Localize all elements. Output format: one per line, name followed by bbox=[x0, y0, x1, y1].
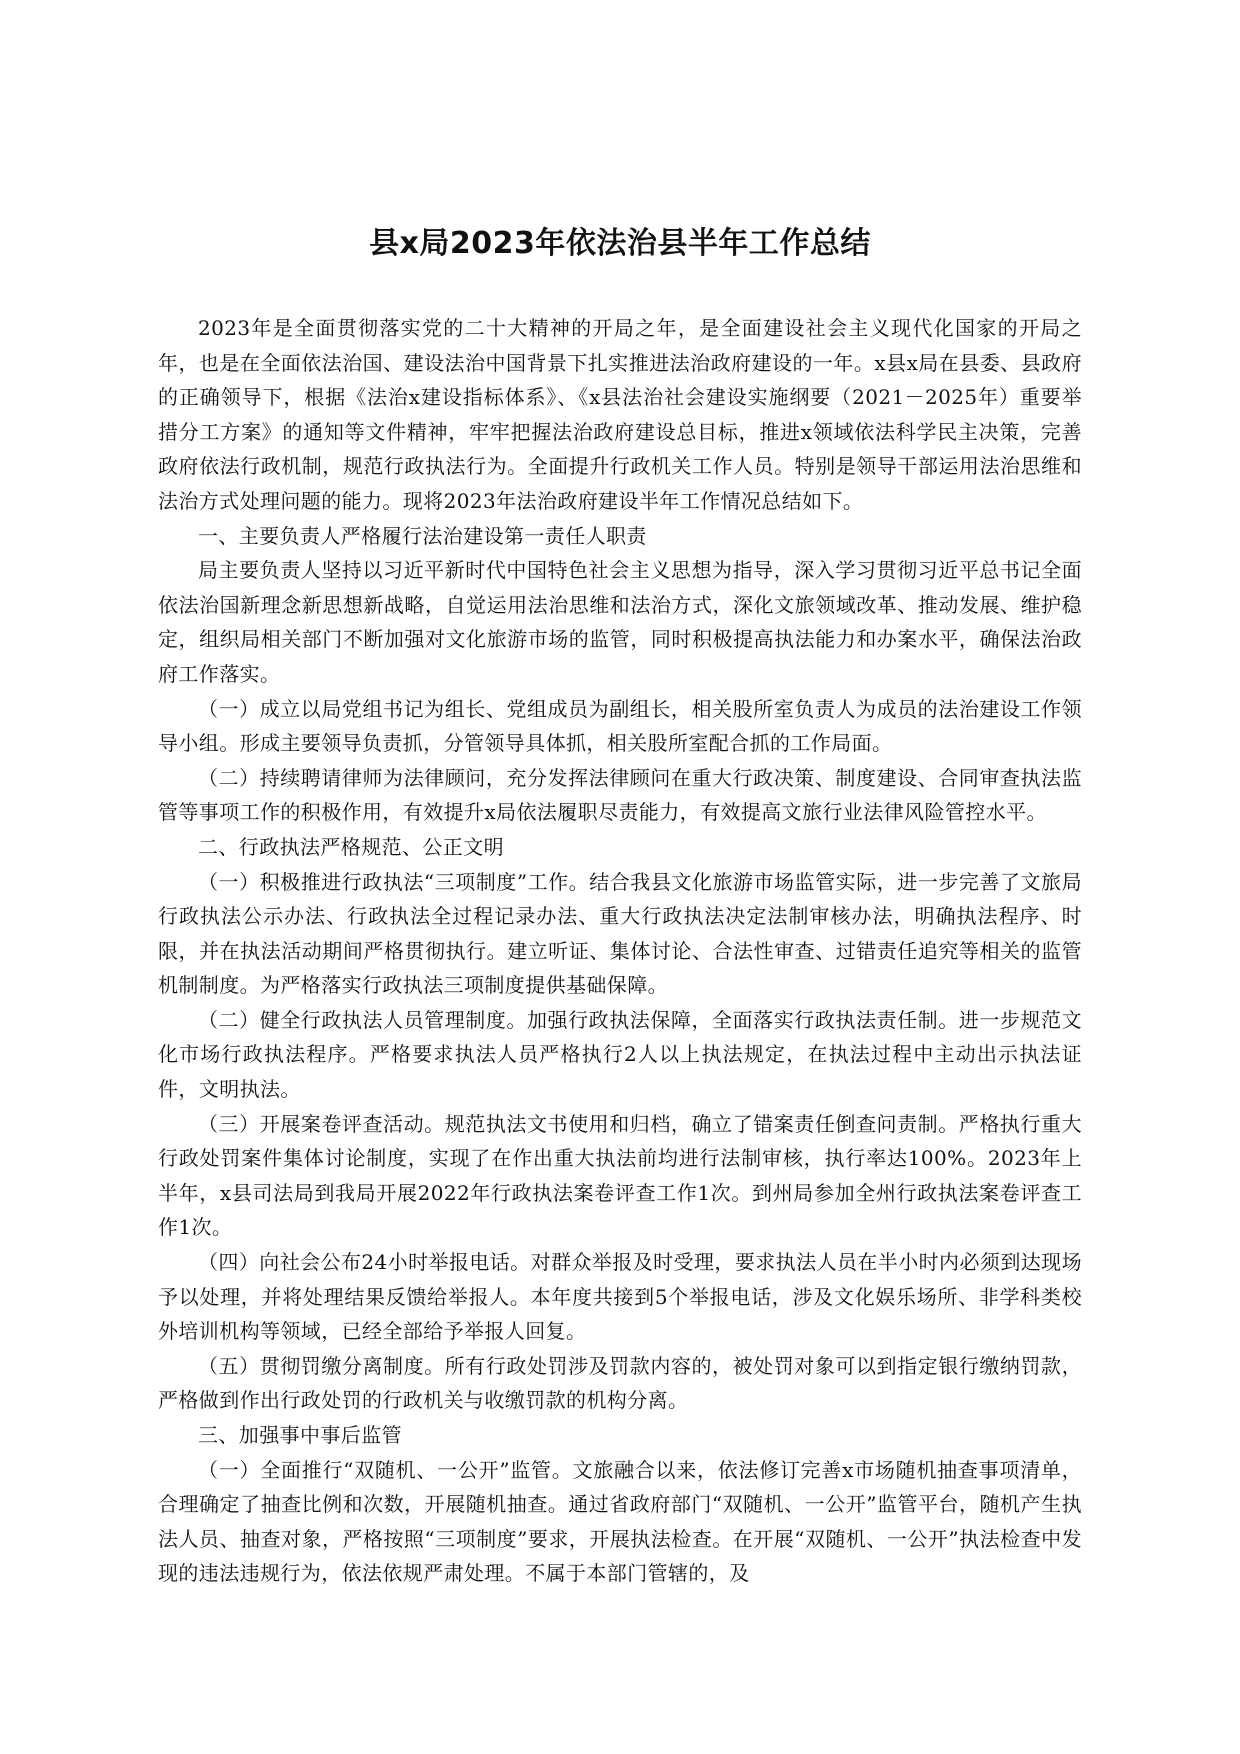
section-3-item-1: （一）全面推行“双随机、一公开”监管。文旅融合以来，依法修订完善x市场随机抽查事项清单，合理确定了抽查比例和次数，开展随机抽查。通过省政府部门“双随机、一公开”监管平台，随机产生执法人员、抽查对象，严格按照“三项制度”要求，开展执法检查。在开展“双随机、一公开”执法检查中发现的违法违规行为，依法依规严肃处理。不属于本部门管辖的，及 bbox=[158, 1457, 1082, 1586]
section-2-item-4: （四）向社会公布24小时举报电话。对群众举报及时受理，要求执法人员在半小时内必须到达现场予以处理，并将处理结果反馈给举报人。本年度共接到5个举报电话，涉及文化娱乐场所、非学科类校外培训机构等领域，已经全部给予举报人回复。 bbox=[158, 1250, 1082, 1344]
section-2-item-3: （三）开展案卷评查活动。规范执法文书使用和归档，确立了错案责任倒查问责制。严格执行重大行政处罚案件集体讨论制度，实现了在作出重大执法前均进行法制审核，执行率达100%。2023年上半年，x县司法局到我局开展2022年行政执法案卷评查工作1次。到州局参加全州行政执法案卷评查工作1次。 bbox=[158, 1111, 1082, 1240]
section-2-item-1: （一）积极推进行政执法“三项制度”工作。结合我县文化旅游市场监管实际，进一步完善了文旅局行政执法公示办法、行政执法全过程记录办法、重大行政执法决定法制审核办法，明确执法程序、时限，并在执法活动期间严格贯彻执行。建立听证、集体讨论、合法性审查、过错责任追究等相关的监管机制制度。为严格落实行政执法三项制度提供基础保障。 bbox=[158, 869, 1082, 998]
section-heading-2: 二、行政执法严格规范、公正文明 bbox=[198, 834, 504, 859]
section-1-paragraph: 局主要负责人坚持以习近平新时代中国特色社会主义思想为指导，深入学习贯彻习近平总书记全面依法治国新理念新思想新战略，自觉运用法治思维和法治方式，深化文旅领域改革、推动发展、维护稳定，组织局相关部门不断加强对文化旅游市场的监管，同时积极提高执法能力和办案水平，确保法治政府工作落实。 bbox=[158, 558, 1082, 686]
section-2-item-5: （五）贯彻罚缴分离制度。所有行政处罚涉及罚款内容的，被处罚对象可以到指定银行缴纳罚款，严格做到作出行政处罚的行政机关与收缴罚款的机构分离。 bbox=[158, 1353, 1082, 1413]
document-page bbox=[158, 0, 1082, 1754]
document-title: 县x局2023年依法治县半年工作总结 bbox=[369, 226, 871, 261]
section-2-item-2: （二）健全行政执法人员管理制度。加强行政执法保障，全面落实行政执法责任制。进一步规范文化市场行政执法程序。严格要求执法人员严格执行2人以上执法规定，在执法过程中主动出示执法证件，文明执法。 bbox=[158, 1007, 1082, 1102]
section-heading-1: 一、主要负责人严格履行法治建设第一责任人职责 bbox=[198, 523, 647, 548]
section-1-item-2: （二）持续聘请律师为法律顾问，充分发挥法律顾问在重大行政决策、制度建设、合同审查执法监管等事项工作的积极作用，有效提升x局依法履职尽责能力，有效提高文旅行业法律风险管控水平。 bbox=[158, 765, 1082, 825]
document-body bbox=[158, 311, 1082, 1591]
section-1-item-1: （一）成立以局党组书记为组长、党组成员为副组长，相关股所室负责人为成员的法治建设工作领导小组。形成主要领导负责抓，分管领导具体抓，相关股所室配合抓的工作局面。 bbox=[158, 696, 1082, 756]
section-heading-3: 三、加强事中事后监管 bbox=[198, 1423, 402, 1447]
intro-paragraph: 2023年是全面贯彻落实党的二十大精神的开局之年，是全面建设社会主义现代化国家的开局之年，也是在全面依法治国、建设法治中国背景下扎实推进法治政府建设的一年。x县x局在县委、县政府的正确领导下，根据《法治x建设指标体系》、《x县法治社会建设实施纲要（2021－2025年）重要举措分工方案》的通知等文件精神，牢牢把握法治政府建设总目标，推进x领域依法科学民主决策，完善政府依法行政机制，规范行政执法行为。全面提升行政机关工作人员。特别是领导干部运用法治思维和法治方式处理问题的能力。现将2023年法治政府建设半年工作情况总结如下。 bbox=[158, 316, 1082, 513]
